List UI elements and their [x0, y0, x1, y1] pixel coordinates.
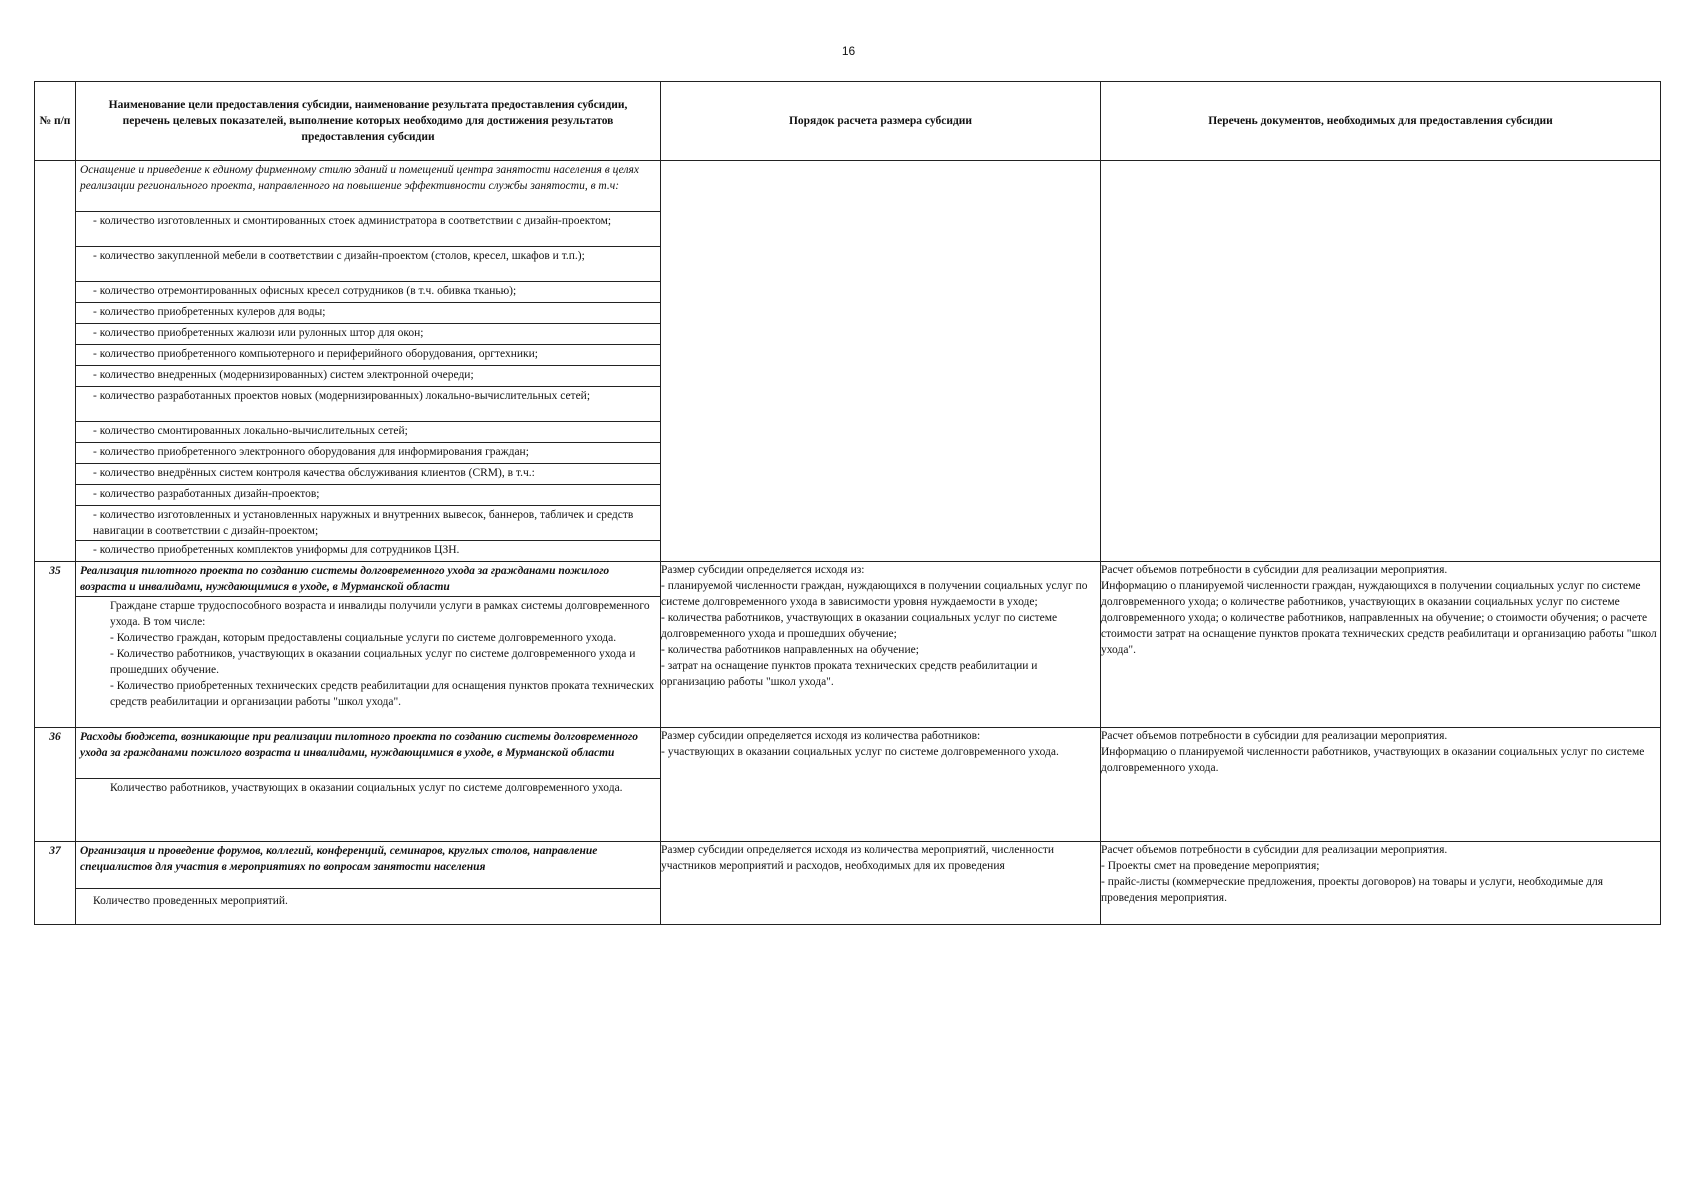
row-number-empty [35, 161, 76, 562]
docs-text: Расчет объемов потребности в субсидии для реализации мероприятия. Информацию о планируемой численности граждан, нуждающихся в получении социальных услуг по системе долговременного ухода; о количестве работников, участвующих в оказании социальных услуг по системе долговременного ухода; о количестве работников, направленных на обучение; о стоимости обучения; о расчете стоимости затрат на оснащение пунктов проката технических средств реабилитаци и организацию работы "школ ухода". [1101, 562, 1661, 728]
table-row [35, 842, 1661, 925]
indicator-item: - количество изготовленных и установленных наружных и внутренних вывесок, баннеров, табличек и средств навигации в соответствии с дизайн-проектом; [76, 506, 660, 541]
subsidy-table [34, 81, 1661, 925]
header-number: № п/п [35, 82, 76, 161]
indicator-item: - количество приобретенного электронного оборудования для информирования граждан; [76, 443, 660, 464]
header-docs: Перечень документов, необходимых для предоставления субсидии [1101, 82, 1661, 161]
indicator-item: - количество изготовленных и смонтированных стоек администратора в соответствии с дизайн-проектом; [76, 212, 660, 247]
row-number: 35 [35, 562, 76, 728]
table-row [35, 562, 1661, 728]
indicator-item: - количество смонтированных локально-вычислительных сетей; [76, 422, 660, 443]
docs-cell-empty [1101, 161, 1661, 562]
goal-text: Расходы бюджета, возникающие при реализации пилотного проекта по созданию системы долговременного ухода за гражданами пожилого возраста и инвалидами, нуждающимися в уходе, в Мурманской области [76, 728, 660, 779]
result-text: Количество проведенных мероприятий. [93, 895, 288, 907]
docs-text: Расчет объемов потребности в субсидии для реализации мероприятия. Информацию о планируемой численности работников, участвующих в оказании социальных услуг по системе долговременного ухода. [1101, 728, 1661, 842]
indicator-item: - количество приобретенного компьютерного и периферийного оборудования, оргтехники; [76, 345, 660, 366]
table-header-row [35, 82, 1661, 161]
calc-text: Размер субсидии определяется исходя из количества работников: - участвующих в оказании социальных услуг по системе долговременного ухода. [661, 728, 1101, 842]
indicator-item: - количество приобретенных комплектов униформы для сотрудников ЦЗН. [93, 544, 460, 556]
indicator-item: - количество разработанных проектов новых (модернизированных) локально-вычислительных сетей; [76, 387, 660, 422]
indicator-item: - количество приобретенных кулеров для воды; [76, 303, 660, 324]
table-row [35, 161, 1661, 562]
table-row [35, 728, 1661, 842]
goal-text: Организация и проведение форумов, коллегий, конференций, семинаров, круглых столов, направление специалистов для участия в мероприятиях по вопросам занятости населения [76, 842, 660, 889]
calc-text: Размер субсидии определяется исходя из количества мероприятий, численности участников мероприятий и расходов, необходимых для их проведения [661, 842, 1101, 925]
goal-text: Оснащение и приведение к единому фирменному стилю зданий и помещений центра занятости населения в целях реализации регионального проекта, направленного на повышение эффективности службы занятости, в т.ч: [76, 161, 660, 212]
docs-text: Расчет объемов потребности в субсидии для реализации мероприятия. - Проекты смет на проведение мероприятия; - прайс-листы (коммерческие предложения, проекты договоров) на товары и услуги, необходимые для проведения мероприятия. [1101, 842, 1661, 925]
goal-cell [76, 161, 661, 562]
row-number: 37 [35, 842, 76, 925]
indicator-item: - количество приобретенных жалюзи или рулонных штор для окон; [76, 324, 660, 345]
result-text: Граждане старше трудоспособного возраста и инвалиды получили услуги в рамках системы долговременного ухода. В том числе: - Количество граждан, которым предоставлены социальные услуги по системе долговременного ухода. - Количество работников, участвующих в оказании социальных услуг по системе долговременного ухода и прошедших обучение. - Количество приобретенных технических средств реабилитации для оснащения пунктов проката технических средств реабилитации и организации работы "школ ухода". [110, 600, 655, 708]
goal-cell [76, 562, 661, 728]
goal-text: Реализация пилотного проекта по созданию системы долговременного ухода за гражданами пожилого возраста и инвалидами, нуждающимися в уходе, в Мурманской области [76, 562, 660, 597]
goal-cell [76, 728, 661, 842]
calc-text: Размер субсидии определяется исходя из: - планируемой численности граждан, нуждающихся в получении социальных услуг по системе долговременного ухода в зависимости уровня нуждаемости в уходе; - количества работников, участвующих в оказании социальных услуг по системе долговременного ухода и прошедших обучение; - количества работников направленных на обучение; - затрат на оснащение пунктов проката технических средств реабилитации и организацию работы "школ ухода". [661, 562, 1101, 728]
header-calc: Порядок расчета размера субсидии [661, 82, 1101, 161]
header-goal: Наименование цели предоставления субсидии, наименование результата предоставления субсидии, перечень целевых показателей, выполнение которых необходимо для достижения результатов предоставления субсидии [76, 82, 661, 161]
page-number: 16 [841, 44, 856, 58]
indicator-item: - количество внедрённых систем контроля качества обслуживания клиентов (CRM), в т.ч.: [76, 464, 660, 485]
goal-cell [76, 842, 661, 925]
indicator-item: - количество отремонтированных офисных кресел сотрудников (в т.ч. обивка тканью); [76, 282, 660, 303]
indicator-item: - количество внедренных (модернизированных) систем электронной очереди; [76, 366, 660, 387]
calc-cell-empty [661, 161, 1101, 562]
indicator-item: - количество закупленной мебели в соответствии с дизайн-проектом (столов, кресел, шкафов и т.п.); [76, 247, 660, 282]
indicator-item: - количество разработанных дизайн-проектов; [76, 485, 660, 506]
row-number: 36 [35, 728, 76, 842]
result-text: Количество работников, участвующих в оказании социальных услуг по системе долговременного ухода. [110, 782, 623, 794]
